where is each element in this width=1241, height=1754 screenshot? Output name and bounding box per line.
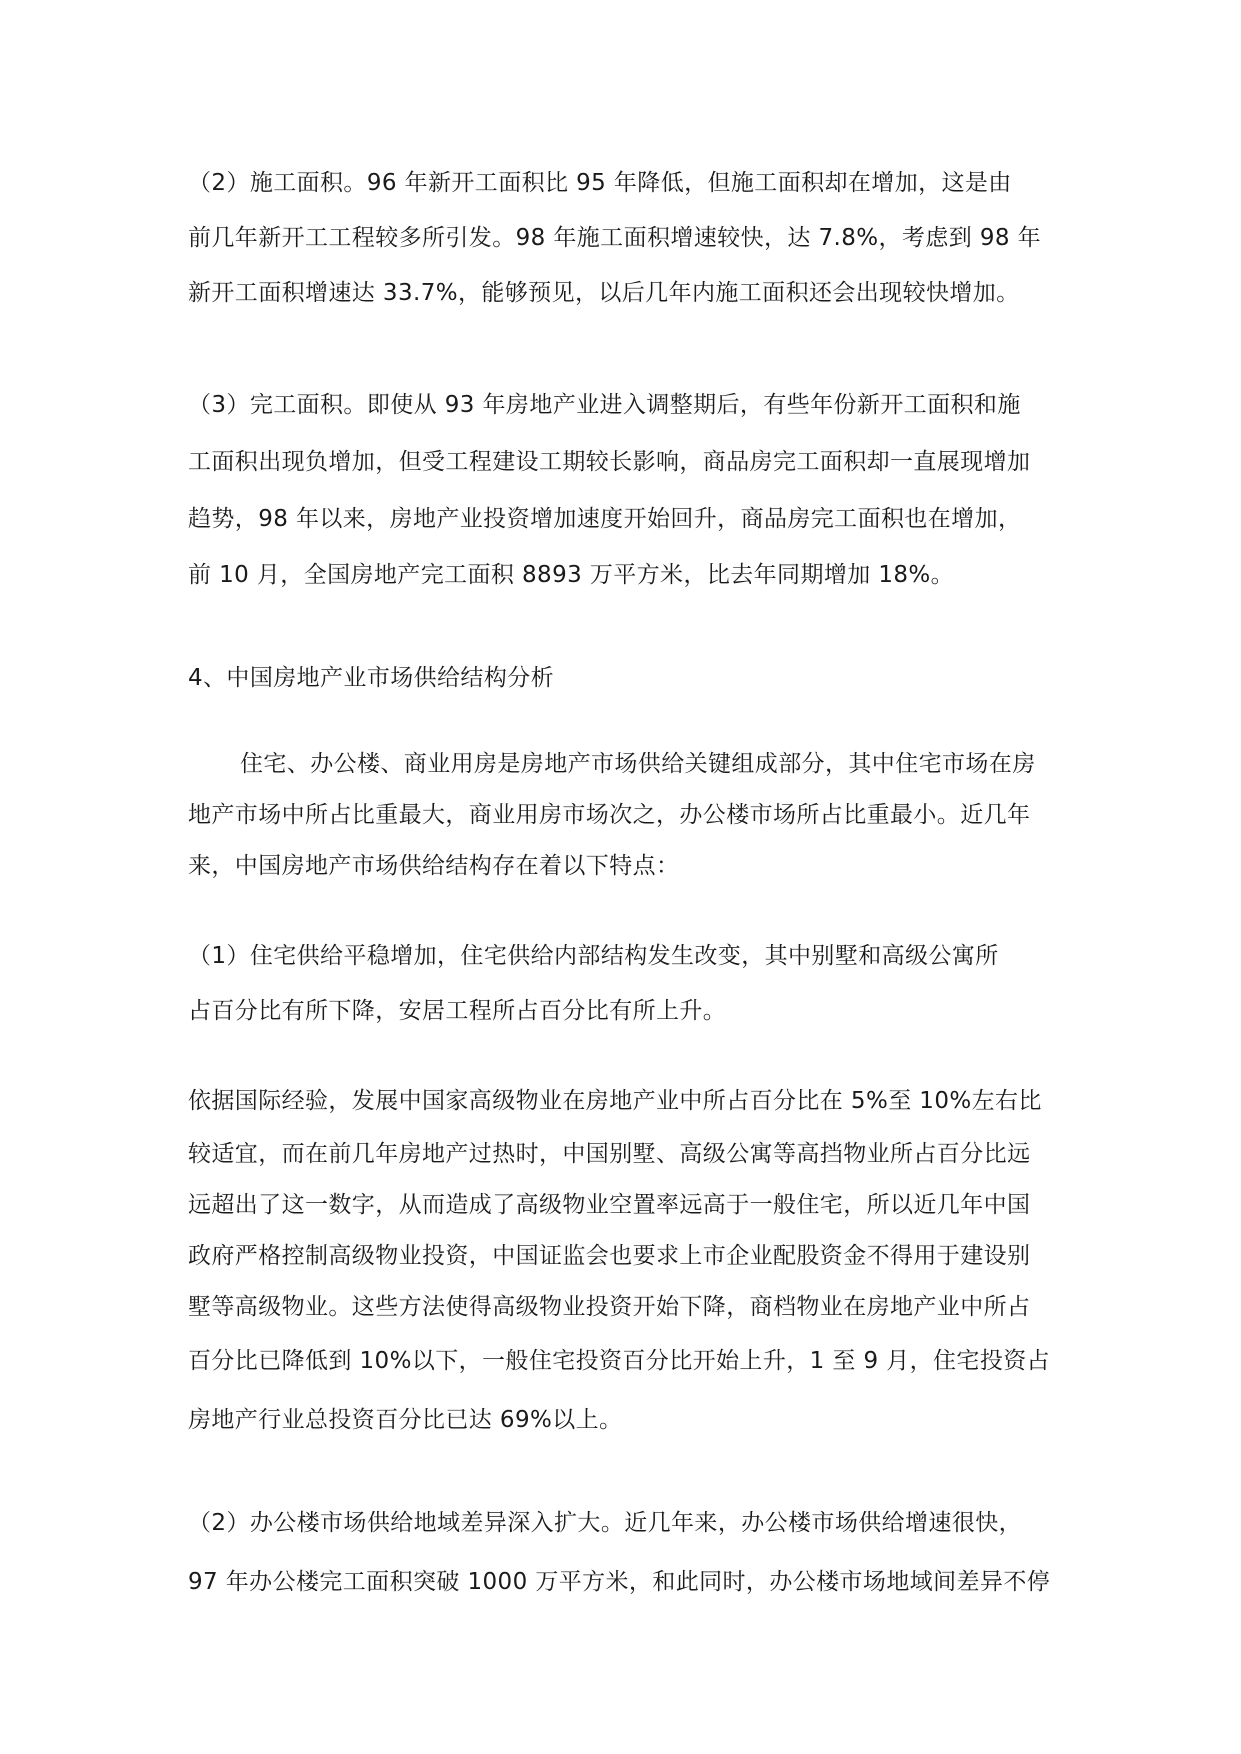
paragraph-international-line: 政府严格控制高级物业投资，中国证监会也要求上市企业配股资金不得用于建设别 <box>188 1243 1031 1269</box>
paragraph-completed-line: 工面积出现负增加，但受工程建设工期较长影响，商品房完工面积却一直展现增加 <box>188 449 1031 475</box>
paragraph-international-line: 依据国际经验，发展中国家高级物业在房地产业中所占百分比在 5%至 10%左右比 <box>188 1088 1042 1114</box>
paragraph-intro-line: 地产市场中所占比重最大，商业用房市场次之，办公楼市场所占比重最小。近几年 <box>188 802 1031 828</box>
paragraph-construction-line: 新开工面积增速达 33.7%，能够预见，以后几年内施工面积还会出现较快增加。 <box>188 280 1020 306</box>
paragraph-construction-line: 前几年新开工工程较多所引发。98 年施工面积增速较快，达 7.8%，考虑到 98 年 <box>188 225 1042 251</box>
paragraph-international-line: 房地产行业总投资百分比已达 69%以上。 <box>188 1407 623 1433</box>
paragraph-housing-line: 占百分比有所下降，安居工程所占百分比有所上升。 <box>188 998 727 1024</box>
paragraph-intro-line: 来，中国房地产市场供给结构存在着以下特点： <box>188 853 680 879</box>
paragraph-office-line: （2）办公楼市场供给地域差异深入扩大。近几年来，办公楼市场供给增速很快， <box>188 1510 1023 1536</box>
paragraph-construction-line: （2）施工面积。96 年新开工面积比 95 年降低，但施工面积却在增加，这是由 <box>188 170 1012 196</box>
paragraph-completed-line: （3）完工面积。即使从 93 年房地产业进入调整期后，有些年份新开工面积和施 <box>188 392 1021 418</box>
paragraph-intro-line: 住宅、办公楼、商业用房是房地产市场供给关键组成部分，其中住宅市场在房 <box>240 751 1036 777</box>
paragraph-international-line: 较适宜，而在前几年房地产过热时，中国别墅、高级公寓等高挡物业所占百分比远 <box>188 1141 1031 1167</box>
section-heading: 4、中国房地产业市场供给结构分析 <box>188 665 555 691</box>
paragraph-international-line: 远超出了这一数字，从而造成了高级物业空置率远高于一般住宅，所以近几年中国 <box>188 1192 1031 1218</box>
paragraph-housing-line: （1）住宅供给平稳增加，住宅供给内部结构发生改变，其中别墅和高级公寓所 <box>188 943 999 969</box>
paragraph-office-line: 97 年办公楼完工面积突破 1000 万平方米，和此同时，办公楼市场地域间差异不停 <box>188 1569 1051 1595</box>
paragraph-international-line: 百分比已降低到 10%以下，一般住宅投资百分比开始上升，1 至 9 月，住宅投资占 <box>188 1348 1051 1374</box>
paragraph-international-line: 墅等高级物业。这些方法使得高级物业投资开始下降，商档物业在房地产业中所占 <box>188 1294 1031 1320</box>
paragraph-completed-line: 趋势，98 年以来，房地产业投资增加速度开始回升，商品房完工面积也在增加， <box>188 506 1022 532</box>
paragraph-completed-line: 前 10 月，全国房地产完工面积 8893 万平方米，比去年同期增加 18%。 <box>188 562 955 588</box>
